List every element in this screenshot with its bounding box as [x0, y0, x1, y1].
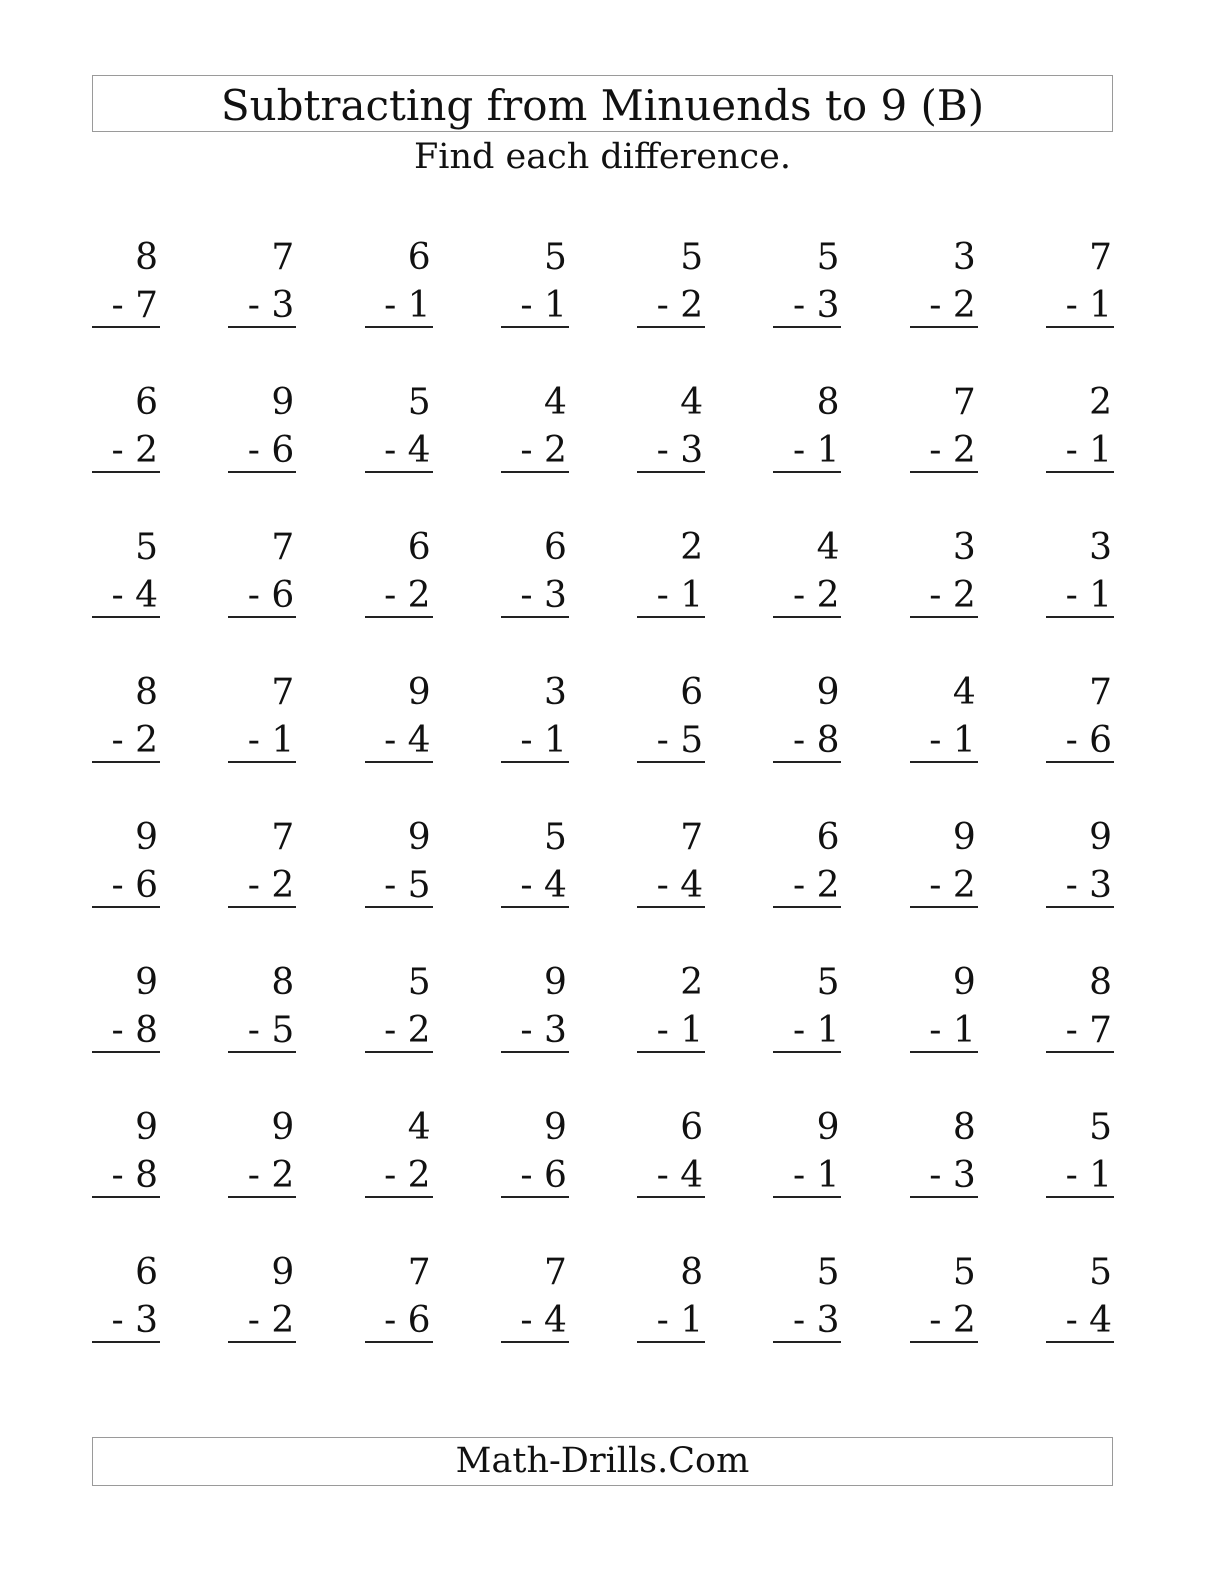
subtrahend: - 4: [520, 865, 567, 906]
subtraction-problem: [501, 812, 569, 957]
subtraction-problem: [637, 667, 705, 812]
answer-line: [773, 1341, 841, 1343]
minuend: 8: [680, 1252, 704, 1293]
subtrahend: - 3: [656, 430, 704, 471]
minuend: 5: [543, 817, 567, 858]
title-box: [92, 75, 1113, 132]
minuend: 9: [271, 1107, 295, 1148]
answer-line: [637, 906, 705, 908]
subtraction-problem: [365, 1247, 433, 1392]
minuend: 8: [135, 672, 158, 713]
subtraction-problem: [773, 522, 841, 667]
minuend: 6: [543, 527, 567, 568]
answer-line: [637, 326, 705, 328]
answer-line: [228, 1341, 296, 1343]
subtraction-problem: [773, 377, 841, 522]
subtrahend: - 5: [656, 720, 704, 761]
minuend: 7: [1089, 237, 1113, 278]
subtrahend: - 1: [384, 285, 431, 326]
answer-line: [637, 1196, 705, 1198]
answer-line: [228, 906, 296, 908]
subtraction-problem: [910, 1247, 978, 1392]
answer-line: [501, 471, 569, 473]
subtrahend: - 6: [111, 865, 158, 906]
minuend: 6: [680, 1107, 704, 1148]
subtraction-problem: [228, 1102, 296, 1247]
subtraction-problem: [92, 377, 160, 522]
subtrahend: - 3: [520, 575, 567, 616]
subtrahend: - 7: [1065, 1010, 1113, 1051]
answer-line: [773, 1051, 841, 1053]
minuend: 7: [1089, 672, 1113, 713]
minuend: 5: [543, 237, 567, 278]
answer-line: [1046, 906, 1114, 908]
subtrahend: - 1: [1065, 285, 1113, 326]
answer-line: [228, 1051, 296, 1053]
subtraction-problem: [92, 1102, 160, 1247]
subtrahend: - 1: [1065, 430, 1113, 471]
subtraction-problem: [228, 667, 296, 812]
subtraction-problem: [910, 1102, 978, 1247]
subtraction-problem: [228, 812, 296, 957]
footer-box: [92, 1437, 1113, 1486]
subtrahend: - 2: [247, 865, 295, 906]
subtrahend: - 3: [111, 1300, 158, 1341]
subtrahend: - 1: [656, 1300, 704, 1341]
minuend: 9: [952, 962, 976, 1003]
answer-line: [910, 471, 978, 473]
subtraction-problem: [1046, 667, 1114, 812]
answer-line: [228, 761, 296, 763]
page-title: Subtracting from Minuends to 9 (B): [220, 80, 985, 130]
subtrahend: - 6: [247, 575, 295, 616]
answer-line: [637, 1341, 705, 1343]
subtraction-problem: [1046, 1247, 1114, 1392]
minuend: 3: [952, 237, 976, 278]
minuend: 9: [1089, 817, 1113, 858]
minuend: 7: [271, 672, 295, 713]
answer-line: [501, 1196, 569, 1198]
subtraction-problem: [365, 377, 433, 522]
minuend: 4: [816, 527, 840, 568]
answer-line: [773, 906, 841, 908]
minuend: 8: [135, 237, 158, 278]
subtraction-problem: [228, 957, 296, 1102]
subtraction-problem: [365, 957, 433, 1102]
answer-line: [92, 616, 160, 618]
subtrahend: - 2: [384, 1155, 431, 1196]
answer-line: [773, 471, 841, 473]
minuend: 6: [680, 672, 704, 713]
minuend: 5: [952, 1252, 976, 1293]
subtraction-problem: [501, 522, 569, 667]
subtrahend: - 1: [929, 1010, 976, 1051]
subtraction-problem: [501, 1102, 569, 1247]
subtraction-problem: [637, 1102, 705, 1247]
subtrahend: - 4: [384, 430, 431, 471]
subtrahend: - 3: [792, 285, 840, 326]
minuend: 4: [952, 672, 976, 713]
minuend: 9: [543, 962, 567, 1003]
subtraction-problem: [501, 232, 569, 377]
subtrahend: - 6: [247, 430, 295, 471]
minuend: 2: [680, 962, 704, 1003]
answer-line: [910, 761, 978, 763]
subtraction-problem: [1046, 957, 1114, 1102]
footer-text: Math-Drills.Com: [455, 1441, 750, 1481]
subtrahend: - 1: [1065, 1155, 1113, 1196]
answer-line: [228, 326, 296, 328]
answer-line: [910, 326, 978, 328]
subtraction-problem: [637, 377, 705, 522]
subtrahend: - 2: [929, 285, 976, 326]
subtrahend: - 1: [792, 1010, 840, 1051]
answer-line: [910, 616, 978, 618]
answer-line: [1046, 471, 1114, 473]
subtrahend: - 2: [929, 430, 976, 471]
subtraction-problem: [228, 232, 296, 377]
subtrahend: - 2: [929, 865, 976, 906]
subtraction-problem: [910, 957, 978, 1102]
minuend: 6: [407, 237, 431, 278]
answer-line: [365, 906, 433, 908]
subtrahend: - 1: [656, 575, 704, 616]
subtrahend: - 6: [384, 1300, 431, 1341]
minuend: 9: [407, 817, 431, 858]
subtraction-problem: [910, 667, 978, 812]
subtrahend: - 6: [1065, 720, 1113, 761]
subtrahend: - 1: [520, 720, 567, 761]
answer-line: [501, 616, 569, 618]
subtrahend: - 3: [247, 285, 295, 326]
answer-line: [365, 1341, 433, 1343]
answer-line: [1046, 761, 1114, 763]
subtraction-problem: [1046, 522, 1114, 667]
subtraction-problem: [228, 377, 296, 522]
minuend: 5: [1089, 1252, 1113, 1293]
answer-line: [92, 471, 160, 473]
subtraction-problem: [637, 232, 705, 377]
subtrahend: - 4: [384, 720, 431, 761]
subtraction-problem: [92, 957, 160, 1102]
subtrahend: - 8: [111, 1010, 158, 1051]
answer-line: [773, 616, 841, 618]
subtraction-problem: [365, 667, 433, 812]
minuend: 3: [952, 527, 976, 568]
subtraction-problem: [501, 957, 569, 1102]
subtrahend: - 2: [111, 720, 158, 761]
subtraction-problem: [92, 1247, 160, 1392]
subtraction-problem: [773, 812, 841, 957]
subtrahend: - 3: [520, 1010, 567, 1051]
minuend: 7: [271, 817, 295, 858]
minuend: 5: [680, 237, 704, 278]
subtraction-problem: [228, 522, 296, 667]
subtraction-problem: [501, 1247, 569, 1392]
instructions: Find each difference.: [413, 137, 791, 177]
subtrahend: - 4: [1065, 1300, 1113, 1341]
minuend: 9: [135, 962, 158, 1003]
answer-line: [910, 1196, 978, 1198]
answer-line: [1046, 616, 1114, 618]
minuend: 9: [543, 1107, 567, 1148]
minuend: 4: [543, 382, 567, 423]
subtraction-problem: [365, 812, 433, 957]
subtraction-problem: [773, 232, 841, 377]
subtrahend: - 7: [111, 285, 158, 326]
minuend: 5: [1089, 1107, 1113, 1148]
subtrahend: - 8: [111, 1155, 158, 1196]
answer-line: [92, 761, 160, 763]
subtraction-problem: [910, 377, 978, 522]
answer-line: [228, 1196, 296, 1198]
minuend: 5: [816, 1252, 840, 1293]
subtrahend: - 4: [111, 575, 158, 616]
subtrahend: - 4: [656, 1155, 704, 1196]
subtrahend: - 2: [792, 865, 840, 906]
answer-line: [365, 1051, 433, 1053]
answer-line: [365, 326, 433, 328]
subtrahend: - 4: [520, 1300, 567, 1341]
answer-line: [1046, 326, 1114, 328]
answer-line: [910, 1341, 978, 1343]
subtraction-problem: [501, 377, 569, 522]
subtrahend: - 1: [656, 1010, 704, 1051]
answer-line: [365, 761, 433, 763]
subtraction-problem: [92, 522, 160, 667]
minuend: 7: [680, 817, 704, 858]
subtraction-problem: [1046, 232, 1114, 377]
subtrahend: - 1: [247, 720, 295, 761]
subtraction-problem: [1046, 377, 1114, 522]
minuend: 8: [1089, 962, 1113, 1003]
answer-line: [773, 761, 841, 763]
answer-line: [92, 1051, 160, 1053]
subtraction-problem: [228, 1247, 296, 1392]
answer-line: [1046, 1051, 1114, 1053]
answer-line: [637, 761, 705, 763]
subtrahend: - 3: [792, 1300, 840, 1341]
subtraction-problem: [365, 522, 433, 667]
minuend: 8: [952, 1107, 976, 1148]
answer-line: [92, 1341, 160, 1343]
subtraction-problem: [365, 232, 433, 377]
subtraction-problem: [1046, 1102, 1114, 1247]
minuend: 2: [1089, 382, 1113, 423]
answer-line: [637, 616, 705, 618]
subtrahend: - 2: [384, 575, 431, 616]
problem-grid: [92, 232, 1116, 1392]
answer-line: [92, 326, 160, 328]
minuend: 7: [271, 237, 295, 278]
minuend: 7: [543, 1252, 567, 1293]
subtrahend: - 2: [247, 1155, 295, 1196]
subtrahend: - 2: [792, 575, 840, 616]
minuend: 9: [135, 1107, 158, 1148]
minuend: 9: [271, 1252, 295, 1293]
minuend: 7: [407, 1252, 431, 1293]
minuend: 7: [952, 382, 976, 423]
minuend: 9: [952, 817, 976, 858]
subtraction-problem: [910, 522, 978, 667]
subtraction-problem: [1046, 812, 1114, 957]
subtrahend: - 6: [520, 1155, 567, 1196]
minuend: 9: [816, 672, 840, 713]
subtrahend: - 3: [929, 1155, 976, 1196]
subtraction-problem: [92, 667, 160, 812]
subtrahend: - 3: [1065, 865, 1113, 906]
answer-line: [501, 761, 569, 763]
subtraction-problem: [92, 812, 160, 957]
subtraction-problem: [773, 1247, 841, 1392]
subtrahend: - 1: [1065, 575, 1113, 616]
subtraction-problem: [501, 667, 569, 812]
subtraction-problem: [92, 232, 160, 377]
minuend: 5: [407, 382, 431, 423]
minuend: 4: [680, 382, 704, 423]
answer-line: [501, 1341, 569, 1343]
subtrahend: - 2: [520, 430, 567, 471]
subtrahend: - 5: [247, 1010, 295, 1051]
subtraction-problem: [365, 1102, 433, 1247]
answer-line: [501, 326, 569, 328]
subtrahend: - 2: [656, 285, 704, 326]
minuend: 8: [271, 962, 295, 1003]
answer-line: [910, 1051, 978, 1053]
answer-line: [228, 471, 296, 473]
answer-line: [637, 1051, 705, 1053]
minuend: 6: [135, 382, 158, 423]
answer-line: [365, 471, 433, 473]
minuend: 5: [135, 527, 158, 568]
subtraction-problem: [773, 667, 841, 812]
minuend: 4: [407, 1107, 431, 1148]
answer-line: [228, 616, 296, 618]
subtraction-problem: [637, 1247, 705, 1392]
subtrahend: - 2: [929, 575, 976, 616]
subtraction-problem: [637, 957, 705, 1102]
minuend: 5: [407, 962, 431, 1003]
subtrahend: - 1: [792, 1155, 840, 1196]
answer-line: [501, 1051, 569, 1053]
minuend: 9: [407, 672, 431, 713]
subtrahend: - 4: [656, 865, 704, 906]
answer-line: [910, 906, 978, 908]
subtraction-problem: [910, 812, 978, 957]
subtrahend: - 1: [520, 285, 567, 326]
subtrahend: - 2: [247, 1300, 295, 1341]
minuend: 9: [135, 817, 158, 858]
answer-line: [773, 1196, 841, 1198]
minuend: 9: [816, 1107, 840, 1148]
minuend: 5: [816, 237, 840, 278]
answer-line: [92, 906, 160, 908]
answer-line: [92, 1196, 160, 1198]
subtrahend: - 2: [929, 1300, 976, 1341]
subtrahend: - 2: [384, 1010, 431, 1051]
answer-line: [1046, 1341, 1114, 1343]
answer-line: [365, 616, 433, 618]
answer-line: [773, 326, 841, 328]
subtraction-problem: [773, 1102, 841, 1247]
minuend: 3: [543, 672, 567, 713]
subtrahend: - 5: [384, 865, 431, 906]
subtraction-problem: [637, 522, 705, 667]
subtrahend: - 2: [111, 430, 158, 471]
minuend: 3: [1089, 527, 1113, 568]
subtraction-problem: [773, 957, 841, 1102]
subtraction-problem: [637, 812, 705, 957]
minuend: 7: [271, 527, 295, 568]
subtrahend: - 1: [792, 430, 840, 471]
minuend: 6: [407, 527, 431, 568]
minuend: 2: [680, 527, 704, 568]
minuend: 6: [816, 817, 840, 858]
answer-line: [1046, 1196, 1114, 1198]
subtraction-problem: [910, 232, 978, 377]
minuend: 6: [135, 1252, 158, 1293]
subtrahend: - 1: [929, 720, 976, 761]
minuend: 9: [271, 382, 295, 423]
answer-line: [501, 906, 569, 908]
answer-line: [365, 1196, 433, 1198]
minuend: 8: [816, 382, 840, 423]
minuend: 5: [816, 962, 840, 1003]
subtrahend: - 8: [792, 720, 840, 761]
answer-line: [637, 471, 705, 473]
